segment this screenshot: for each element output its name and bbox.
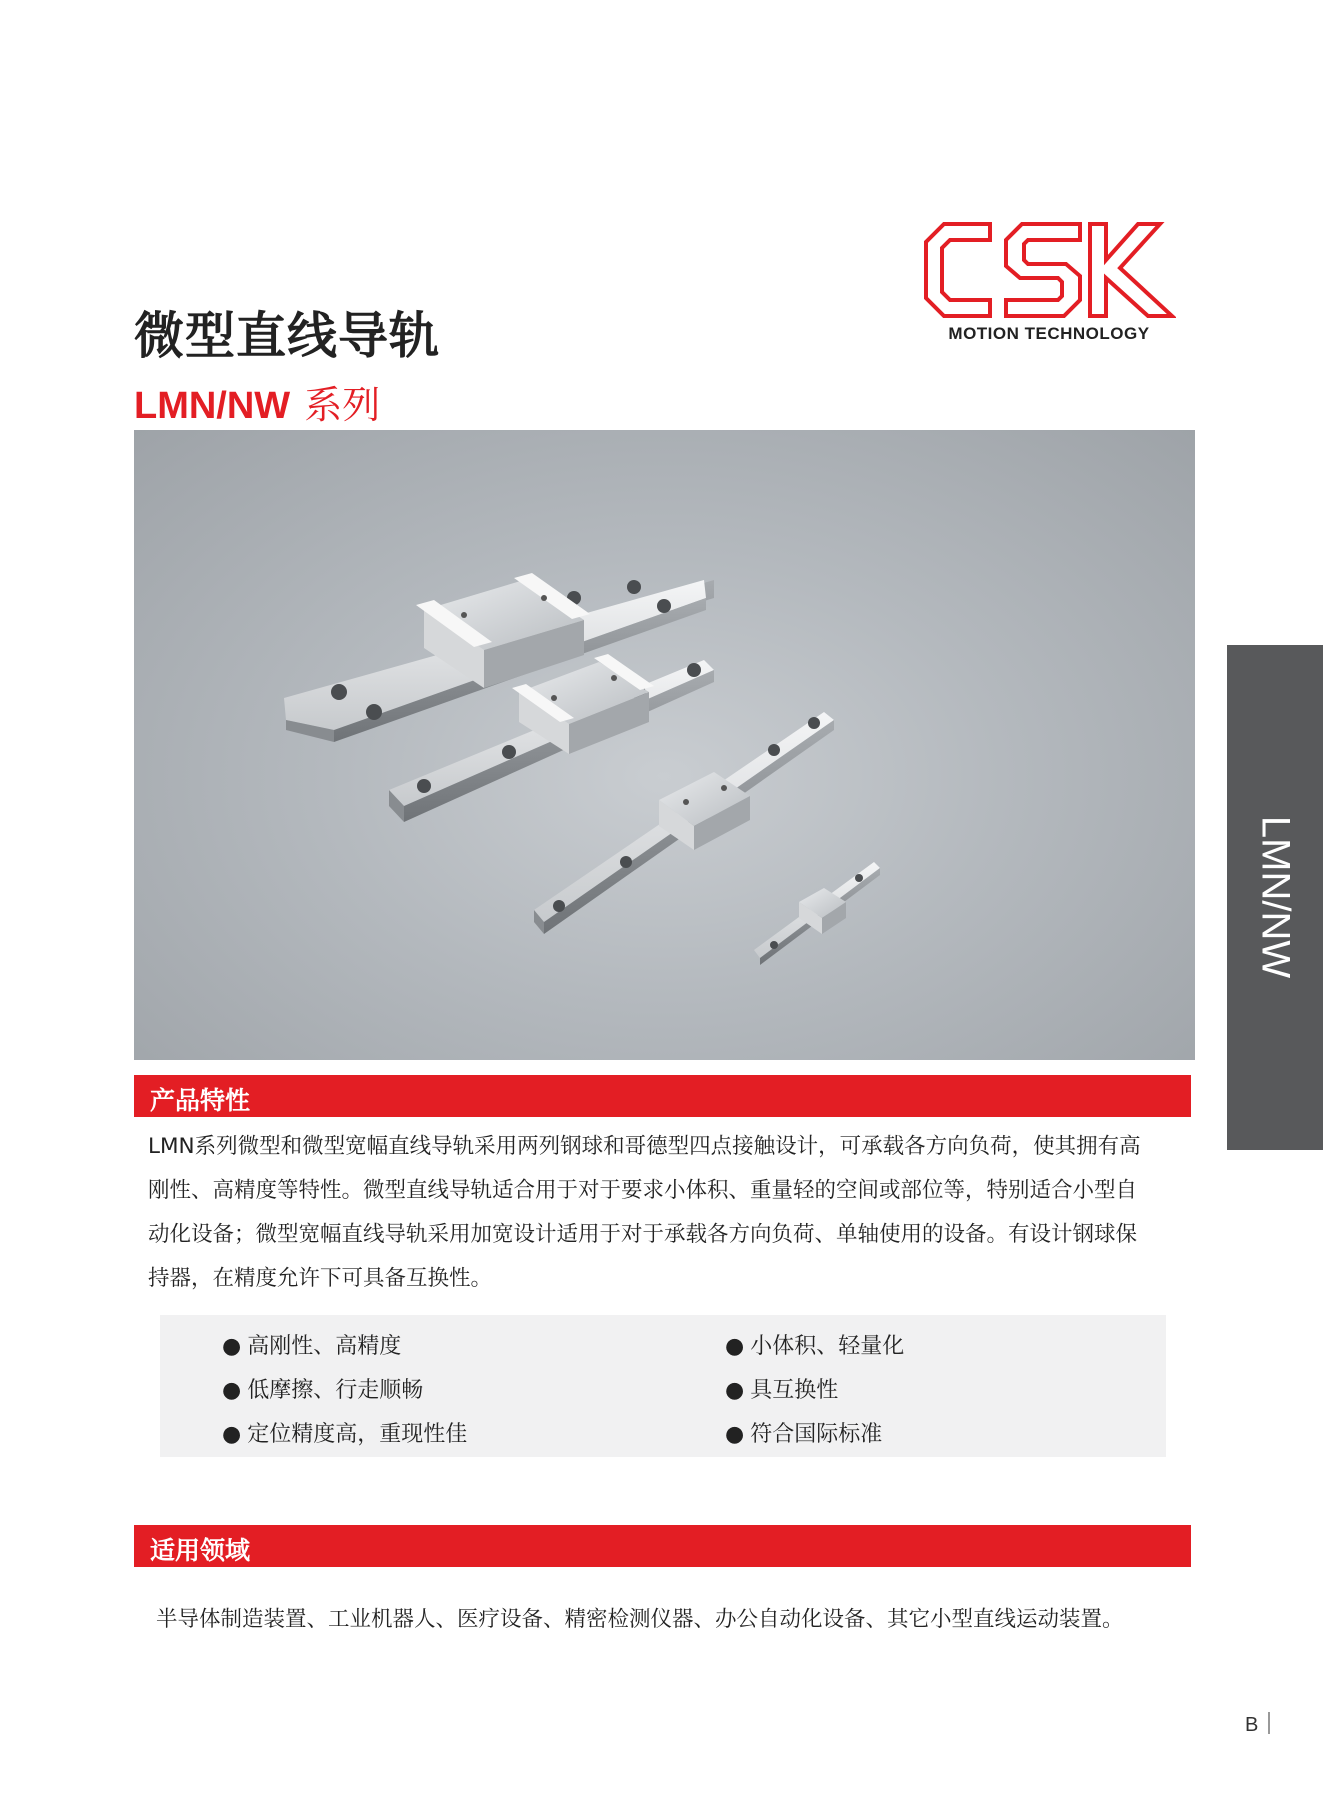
brand-tagline: MOTION TECHNOLOGY <box>948 324 1150 343</box>
bullet-dot-icon: ● <box>725 1378 745 1403</box>
bullet-item: ● 符合国际标准 <box>725 1422 883 1447</box>
bullet-dot-icon: ● <box>222 1378 242 1403</box>
features-bullet-box <box>160 1315 1166 1457</box>
intro-line: 动化设备；微型宽幅直线导轨采用加宽设计适用于对于承载各方向负荷、单轴使用的设备。有设计钢球保 <box>148 1222 1138 1247</box>
applications-heading-bar <box>134 1525 1191 1567</box>
applications-heading: 适用领域 <box>150 1536 251 1565</box>
series-subtitle <box>134 374 380 429</box>
bullet-dot-icon: ● <box>725 1334 745 1359</box>
series-side-tab <box>1227 645 1323 1150</box>
page-number: B <box>1245 1714 1259 1736</box>
rail-4 <box>754 862 880 965</box>
series-word: 系列 <box>304 383 381 427</box>
features-intro <box>148 1125 1188 1301</box>
series-code: LMN/NW <box>134 385 291 427</box>
brand-logo <box>922 220 1176 350</box>
applications-text: 半导体制造装置、工业机器人、医疗设备、精密检测仪器、办公自动化设备、其它小型直线运动装置。 <box>156 1607 1124 1632</box>
features-heading: 产品特性 <box>150 1086 251 1115</box>
page-title: 微型直线导轨 <box>134 307 440 365</box>
rail-1 <box>284 573 729 742</box>
bullet-dot-icon: ● <box>222 1422 242 1447</box>
bullet-dot-icon: ● <box>222 1334 242 1359</box>
product-photo <box>134 430 1195 1060</box>
csk-logo-mark <box>922 220 1176 320</box>
intro-line: 持器，在精度允许下可具备互换性。 <box>148 1266 493 1291</box>
bullet-item: ● 定位精度高，重现性佳 <box>222 1422 468 1447</box>
bullet-item: ● 小体积、轻量化 <box>725 1334 905 1359</box>
intro-line: 刚性、高精度等特性。微型直线导轨适合用于对于要求小体积、重量轻的空间或部位等，特别适合小型自 <box>148 1178 1138 1203</box>
bullet-item: ● 具互换性 <box>725 1378 839 1403</box>
features-heading-bar <box>134 1075 1191 1117</box>
bullet-item: ● 高刚性、高精度 <box>222 1334 402 1359</box>
page-number-divider <box>1268 1712 1270 1734</box>
bullet-item: ● 低摩擦、行走顺畅 <box>222 1378 424 1403</box>
linear-guide-illustration <box>134 430 1195 1060</box>
intro-line: LMN系列微型和微型宽幅直线导轨采用两列钢球和哥德型四点接触设计，可承载各方向负荷，使其拥有高 <box>148 1134 1141 1159</box>
side-tab-label: LMN/NW <box>1253 815 1298 979</box>
bullet-dot-icon: ● <box>725 1422 745 1447</box>
